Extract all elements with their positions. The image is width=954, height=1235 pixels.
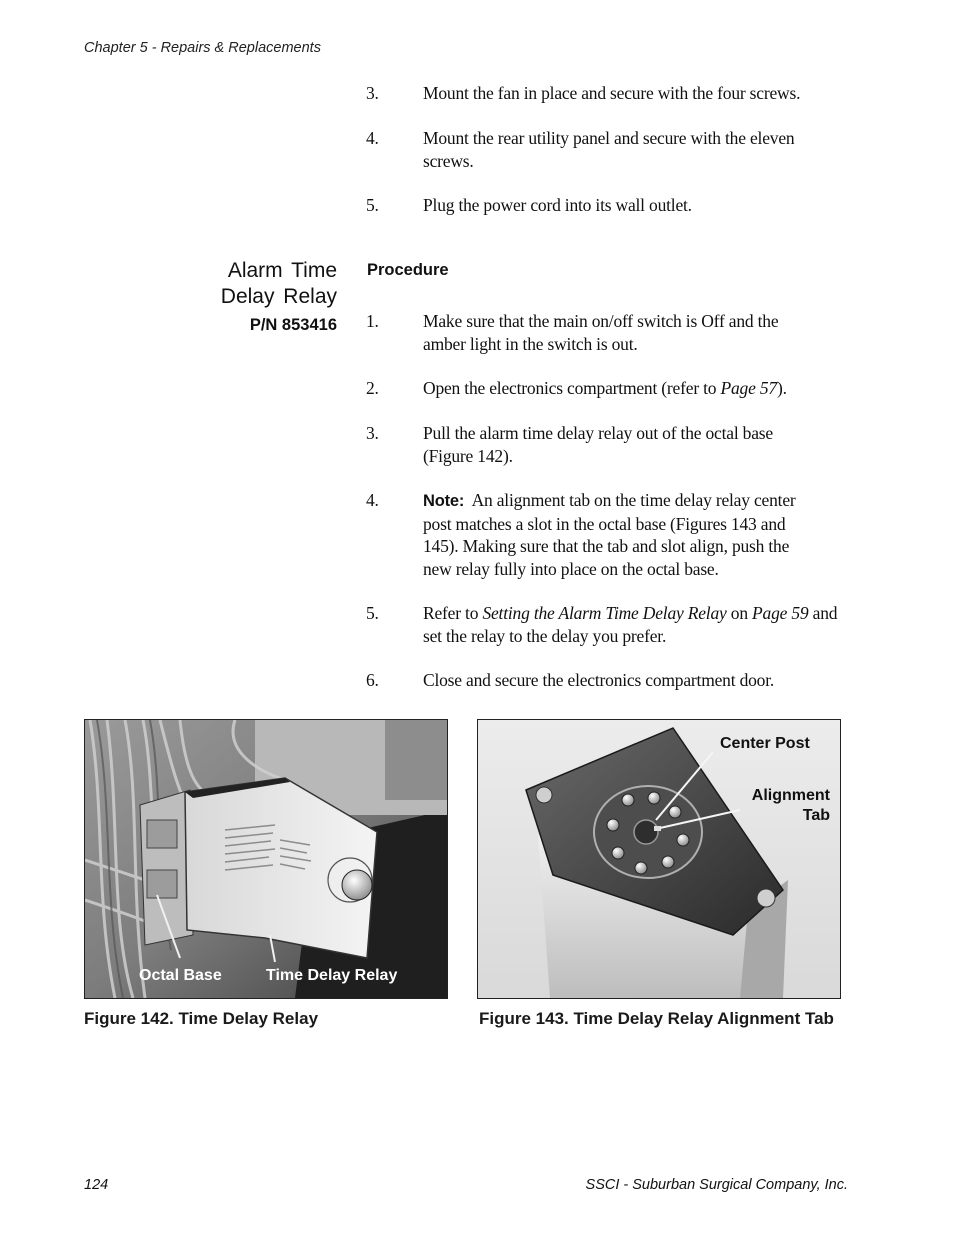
step-number: 1.	[366, 311, 379, 331]
step-text: Pull the alarm time delay relay out of the octal base (Figure 142).	[423, 423, 773, 466]
step-text: Plug the power cord into its wall outlet.	[423, 195, 692, 215]
step-number: 3.	[366, 423, 379, 443]
running-head: Chapter 5 - Repairs & Replacements	[84, 40, 321, 56]
step-number: 6.	[366, 670, 379, 690]
step-text: Mount the rear utility panel and secure with the eleven screws.	[423, 128, 795, 171]
part-number: P/N 853416	[249, 316, 337, 334]
step-text: Refer to Setting the Alarm Time Delay Relay on Page 59 and set the relay to the delay you prefer.	[423, 603, 838, 646]
step-number: 4.	[366, 490, 379, 510]
figure-143-caption: Figure 143. Time Delay Relay Alignment Tab	[479, 1009, 834, 1028]
center-post-label: Center Post	[720, 735, 810, 752]
octal-base-label: Octal Base	[139, 967, 222, 984]
step-text: Open the electronics compartment (refer to Page 57).	[423, 378, 787, 398]
section-title-line: Alarm Time	[227, 259, 337, 282]
page-link[interactable]: Page 57	[720, 378, 777, 398]
section-title-line: Delay Relay	[220, 285, 337, 308]
footer-company: SSCI - Suburban Surgical Company, Inc.	[585, 1177, 848, 1193]
step-text: Note: An alignment tab on the time delay relay center post matches a slot in the octal base (Figures 143 and 145). Making sure that the tab and slot align, push the new relay fully into place on the octal base.	[423, 490, 796, 579]
figure-143-photo	[477, 719, 841, 999]
step-number: 5.	[366, 603, 379, 623]
step-number: 5.	[366, 195, 379, 215]
step-text: Close and secure the electronics compartment door.	[423, 670, 775, 690]
procedure-heading: Procedure	[367, 261, 449, 279]
figure-142-photo	[84, 719, 448, 999]
step-text: Mount the fan in place and secure with the four screws.	[423, 83, 801, 103]
step-number: 2.	[366, 378, 379, 398]
reference-title: Setting the Alarm Time Delay Relay	[482, 603, 727, 623]
alignment-tab-label: Alignment Tab	[751, 787, 830, 824]
step-number: 3.	[366, 83, 379, 103]
page-link[interactable]: Page 59	[752, 603, 809, 623]
step-text: Make sure that the main on/off switch is Off and the amber light in the switch is out.	[423, 311, 779, 354]
section-title	[221, 258, 337, 310]
alignment-tab-illustration	[478, 720, 840, 998]
time-delay-relay-label: Time Delay Relay	[266, 967, 398, 984]
relay-photo-illustration	[85, 720, 447, 998]
figure-142-caption: Figure 142. Time Delay Relay	[84, 1009, 319, 1028]
page-number: 124	[84, 1177, 109, 1193]
note-label: Note:	[423, 492, 465, 510]
step-number: 4.	[366, 128, 379, 148]
